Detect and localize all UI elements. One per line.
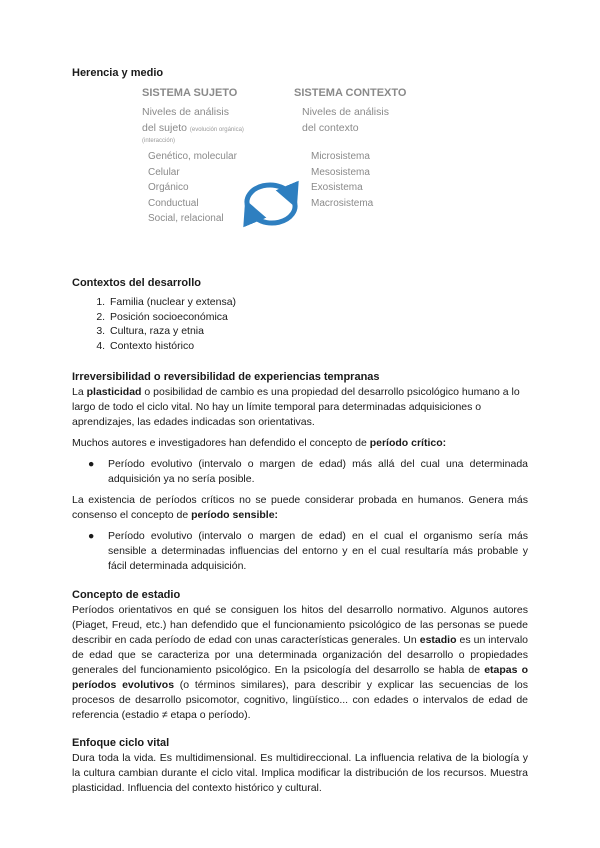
- contexto-sub1: Niveles de análisis: [302, 106, 389, 118]
- heading-contextos: Contextos del desarrollo: [72, 277, 201, 289]
- sujeto-level-item: Social, relacional: [148, 213, 224, 224]
- contexto-item: 3. Cultura, raza y etnia: [108, 324, 528, 339]
- contexto-item: 4. Contexto histórico: [108, 339, 528, 354]
- irrev-paragraph-2: Muchos autores e investigadores han defendido el concepto de período crítico:: [72, 437, 447, 449]
- sujeto-level-item: Orgánico: [148, 182, 189, 193]
- ciclo-paragraph: Dura toda la vida. Es multidimensional. Es multidireccional. La influencia relativa de la biología y la cultura cambian durante el ciclo vital. Implica modificar la distribución de los recursos. Muestra plasticidad. Influencia del contexto histórico y cultural.: [72, 752, 528, 794]
- heading-estadio: Concepto de estadio: [72, 589, 181, 601]
- sujeto-levels-list: [148, 149, 237, 227]
- bullet-icon: ●: [88, 530, 95, 542]
- contexto-level-item: Macrosistema: [311, 197, 374, 209]
- contexto-sub2: del contexto: [302, 122, 359, 134]
- irrev-paragraph-3: La existencia de períodos críticos no se puede considerar probada en humanos. Genera más consenso el concepto de período sensible:: [72, 494, 528, 521]
- heading-ciclo-vital: Enfoque ciclo vital: [72, 737, 170, 749]
- sujeto-sub1: Niveles de análisis: [142, 106, 229, 118]
- contextos-list: [72, 295, 528, 353]
- irrev-paragraph-1: La plasticidad o posibilidad de cambio es una propiedad del desarrollo psicológico humano a lo largo de todo el ciclo vital. No hay un límite temporal para determinadas adquisiciones o aprendizajes, las edades indicadas son orientativas.: [72, 386, 520, 428]
- contexto-level-item: Exosistema: [311, 182, 363, 193]
- sujeto-level-item: Celular: [148, 166, 180, 178]
- sujeto-subtitle: [142, 104, 244, 138]
- heading-herencia: Herencia y medio: [72, 67, 164, 79]
- systems-diagram: [72, 87, 528, 255]
- critico-bullet-list: [72, 457, 528, 487]
- cycle-arrows-icon: [240, 179, 302, 229]
- contexto-item: 2. Posición socioeconómica: [108, 310, 528, 325]
- contexto-subtitle: [302, 104, 389, 136]
- heading-irreversibilidad: Irreversibilidad o reversibilidad de experiencias tempranas: [72, 371, 380, 383]
- sensible-bullet: ● Período evolutivo (intervalo o margen de edad) en el cual el organismo sería más sensible a determinadas influencias del entorno y en el cual resultaría más probable y fácil determinada adquisición.: [88, 530, 528, 572]
- contexto-level-item: Microsistema: [311, 151, 370, 162]
- sensible-bullet-list: [72, 529, 528, 574]
- contexto-level-item: Mesosistema: [311, 166, 370, 178]
- sujeto-title: SISTEMA SUJETO: [142, 87, 238, 99]
- sujeto-note1: (evolución orgánica): [189, 127, 244, 133]
- sujeto-note2: (interacción): [142, 138, 176, 144]
- sujeto-level-item: Genético, molecular: [148, 151, 237, 162]
- estadio-paragraph: Períodos orientativos en qué se consiguen los hitos del desarrollo normativo. Algunos autores (Piaget, Freud, etc.) han defendido que el funcionamiento psicológico de las personas se puede describir en cada período de edad con unas características generales. Un estadio es un intervalo de edad que se caracteriza por una determinada organización del desarrollo o propiedades generales del funcionamiento psicológico. En la psicología del desarrollo se habla de etapas o períodos evolutivos (o términos similares), para describir y explicar las secuencias de los procesos de desarrollo psicomotor, cognitivo, lingüístico... con edades o intervalos de edad de referencia (estadio ≠ etapa o período).: [72, 604, 528, 721]
- contexto-levels-list: [311, 149, 373, 211]
- contexto-title: SISTEMA CONTEXTO: [294, 87, 407, 99]
- critico-bullet: ● Período evolutivo (intervalo o margen de edad) más allá del cual una determinada adquisición ya no sería posible.: [88, 458, 528, 485]
- sujeto-sub2: del sujeto: [142, 122, 187, 134]
- document-page: [72, 66, 528, 796]
- sujeto-level-item: Conductual: [148, 197, 199, 209]
- contexto-item: 1. Familia (nuclear y extensa): [108, 295, 528, 310]
- bullet-icon: ●: [88, 458, 95, 470]
